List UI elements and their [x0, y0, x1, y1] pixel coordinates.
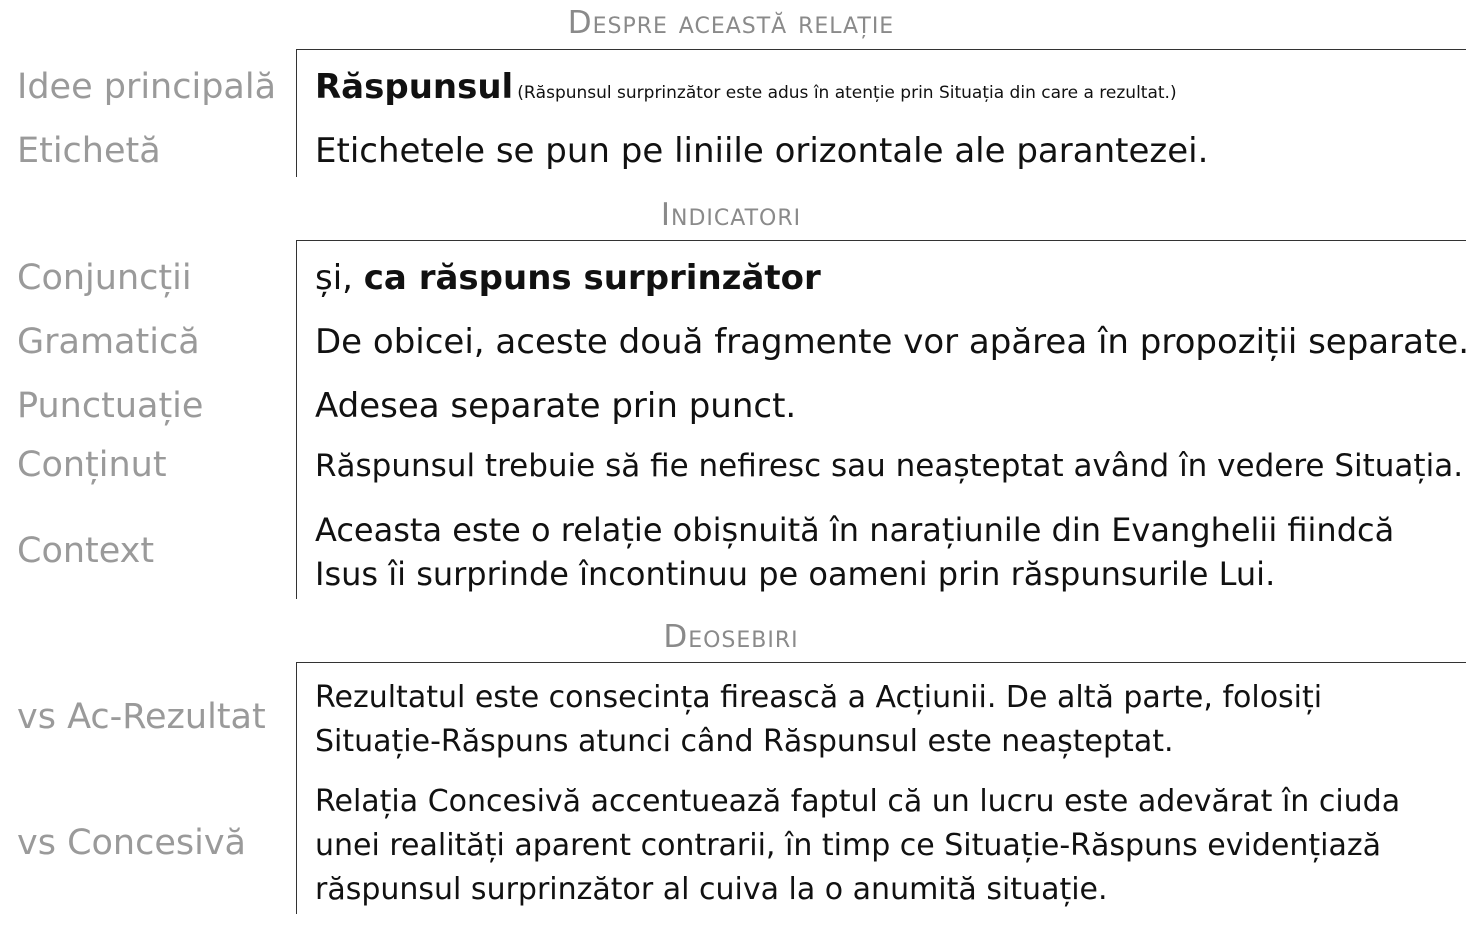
vs-ac-result-line-2: Situație-Răspuns atunci când Răspunsul este neașteptat. [315, 724, 1174, 759]
label-main-idea: Idee principală [17, 67, 277, 107]
context-line-2: Isus îi surprinde încontinuu pe oameni prin răspunsurile Lui. [315, 555, 1276, 593]
label-vs-ac-result: vs Ac-Rezultat [17, 697, 266, 737]
label-punctuation: Punctuație [17, 386, 204, 426]
main-idea-note: (Răspunsul surprinzător este adus în atenție prin Situația din care a rezultat.) [517, 83, 1177, 103]
section-rule-about [296, 49, 1466, 50]
value-vs-ac-result [315, 676, 1455, 764]
value-vs-concessive [315, 780, 1455, 912]
label-vs-concessive: vs Concesivă [17, 823, 247, 863]
value-grammar: De obicei, aceste două fragmente vor apărea în propoziții separate. [315, 322, 1470, 362]
section-rule-indicators [296, 240, 1466, 241]
label-context: Context [17, 531, 155, 571]
context-line-1: Aceasta este o relație obișnuită în narațiunile din Evanghelii fiindcă [315, 511, 1395, 549]
vs-concessive-line-3: răspunsul surprinzător al cuiva la o anumită situație. [315, 872, 1108, 907]
label-tag: Etichetă [17, 131, 161, 171]
section-rule-differences [296, 662, 1466, 663]
section-divider-indicators [296, 240, 297, 599]
section-title-indicators: Indicatori [660, 197, 802, 233]
section-title-about: Despre această relație [567, 5, 895, 41]
value-punctuation: Adesea separate prin punct. [315, 386, 797, 426]
label-grammar: Gramatică [17, 322, 200, 362]
vs-ac-result-line-1: Rezultatul este consecința firească a Acțiunii. De altă parte, folosiți [315, 680, 1323, 715]
section-divider-about [296, 49, 297, 177]
section-divider-differences [296, 662, 297, 914]
value-main-idea [315, 67, 1455, 107]
section-title-differences: Deosebiri [663, 619, 799, 655]
vs-concessive-line-2: unei realități aparent contrarii, în timp ce Situație-Răspuns evidențiază [315, 828, 1381, 863]
label-content: Conținut [17, 445, 167, 485]
conjunctions-plain: și, [315, 258, 364, 298]
value-tag: Etichetele se pun pe liniile orizontale ale parantezei. [315, 131, 1209, 171]
conjunctions-bold: ca răspuns surprinzător [363, 258, 821, 298]
value-context [315, 508, 1455, 596]
main-idea-term: Răspunsul [315, 67, 514, 107]
value-content: Răspunsul trebuie să fie nefiresc sau neașteptat având în vedere Situația. [315, 448, 1464, 484]
vs-concessive-line-1: Relația Concesivă accentuează faptul că un lucru este adevărat în ciuda [315, 784, 1401, 819]
label-conjunctions: Conjuncții [17, 258, 192, 298]
value-conjunctions [315, 258, 1455, 298]
